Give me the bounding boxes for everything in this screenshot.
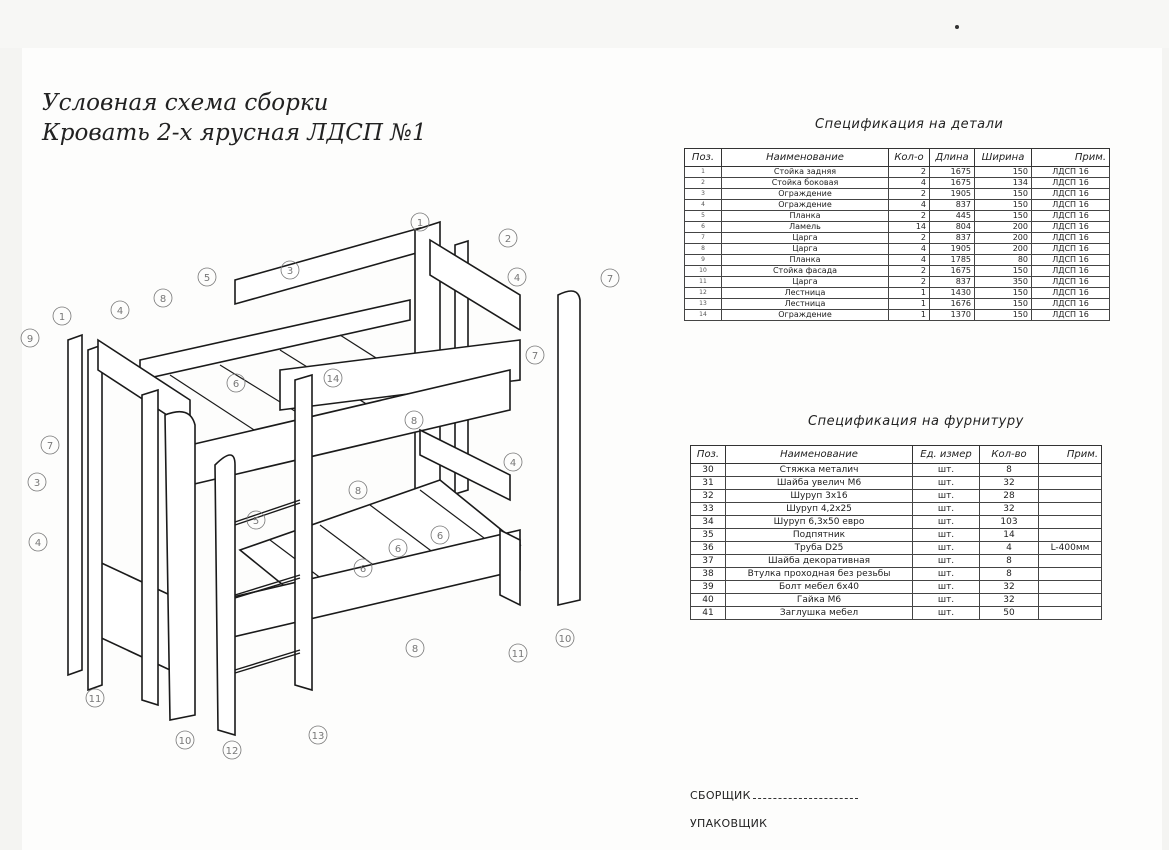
cell-note — [1039, 568, 1102, 581]
cell-pos: 10 — [685, 266, 722, 277]
cell-qty: 4 — [889, 200, 930, 211]
cell-qty: 28 — [980, 490, 1039, 503]
cell-width: 150 — [975, 310, 1032, 321]
svg-text:7: 7 — [46, 441, 54, 452]
cell-length: 837 — [930, 200, 975, 211]
cell-qty: 1 — [889, 288, 930, 299]
cell-pos: 39 — [691, 581, 726, 594]
cell-qty: 4 — [889, 244, 930, 255]
cell-qty: 32 — [980, 594, 1039, 607]
cell-width: 200 — [975, 222, 1032, 233]
cell-name: Гайка М6 — [726, 594, 913, 607]
cell-name: Царга — [722, 233, 889, 244]
cell-qty: 14 — [889, 222, 930, 233]
cell-qty: 14 — [980, 529, 1039, 542]
packer-signature — [690, 817, 767, 830]
svg-text:5: 5 — [203, 273, 211, 284]
cell-name: Ламель — [722, 222, 889, 233]
cell-width: 150 — [975, 299, 1032, 310]
cell-unit: шт. — [913, 542, 980, 555]
cell-note: ЛДСП 16 — [1032, 233, 1110, 244]
svg-text:14: 14 — [326, 374, 340, 385]
table-row — [691, 594, 1102, 607]
cell-pos: 2 — [685, 178, 722, 189]
cell-note — [1039, 581, 1102, 594]
cell-note: ЛДСП 16 — [1032, 178, 1110, 189]
cell-pos: 3 — [685, 189, 722, 200]
cell-width: 200 — [975, 244, 1032, 255]
col-pos: Поз. — [691, 446, 726, 464]
cell-width: 350 — [975, 277, 1032, 288]
cell-note: ЛДСП 16 — [1032, 299, 1110, 310]
cell-pos: 40 — [691, 594, 726, 607]
cell-qty: 103 — [980, 516, 1039, 529]
cell-qty: 1 — [889, 299, 930, 310]
svg-text:3: 3 — [286, 266, 294, 277]
table-row — [685, 255, 1110, 266]
cell-unit: шт. — [913, 490, 980, 503]
document-title — [42, 88, 427, 148]
svg-text:8: 8 — [411, 644, 419, 655]
cell-width: 150 — [975, 167, 1032, 178]
cell-qty: 2 — [889, 211, 930, 222]
cell-qty: 2 — [889, 189, 930, 200]
cell-pos: 41 — [691, 607, 726, 620]
table-row — [685, 288, 1110, 299]
table-row — [691, 581, 1102, 594]
cell-length: 1675 — [930, 266, 975, 277]
cell-name: Шайба увелич М6 — [726, 477, 913, 490]
table-row — [685, 310, 1110, 321]
cell-name: Шуруп 3х16 — [726, 490, 913, 503]
col-name: Наименование — [726, 446, 913, 464]
cell-qty: 2 — [889, 233, 930, 244]
svg-text:13: 13 — [311, 731, 325, 742]
hardware-spec-title: Спецификация на фурнитуру — [808, 414, 1024, 429]
cell-name: Планка — [722, 255, 889, 266]
cell-name: Заглушка мебел — [726, 607, 913, 620]
cell-note — [1039, 503, 1102, 516]
cell-width: 150 — [975, 288, 1032, 299]
cell-qty: 4 — [889, 178, 930, 189]
svg-text:6: 6 — [359, 564, 367, 575]
details-spec-table — [684, 148, 1110, 321]
cell-name: Болт мебел 6х40 — [726, 581, 913, 594]
cell-unit: шт. — [913, 594, 980, 607]
table-row — [691, 568, 1102, 581]
cell-pos: 12 — [685, 288, 722, 299]
svg-text:6: 6 — [436, 531, 444, 542]
assembler-label: СБОРЩИК — [690, 789, 751, 802]
cell-name: Стяжка металич — [726, 464, 913, 477]
cell-note: ЛДСП 16 — [1032, 310, 1110, 321]
svg-text:4: 4 — [509, 458, 517, 469]
cell-note: ЛДСП 16 — [1032, 167, 1110, 178]
table-row — [691, 464, 1102, 477]
cell-pos: 31 — [691, 477, 726, 490]
cell-pos: 13 — [685, 299, 722, 310]
svg-text:3: 3 — [33, 478, 41, 489]
cell-note: ЛДСП 16 — [1032, 244, 1110, 255]
cell-name: Ограждение — [722, 200, 889, 211]
cell-name: Шуруп 6,3х50 евро — [726, 516, 913, 529]
col-note: Прим. — [1039, 446, 1102, 464]
cell-qty: 1 — [889, 310, 930, 321]
cell-name: Ограждение — [722, 189, 889, 200]
svg-text:8: 8 — [159, 294, 167, 305]
cell-pos: 14 — [685, 310, 722, 321]
cell-name: Стойка фасада — [722, 266, 889, 277]
svg-text:11: 11 — [88, 694, 102, 705]
title-line-1: Условная схема сборки — [42, 90, 329, 116]
cell-length: 837 — [930, 233, 975, 244]
cell-length: 1905 — [930, 244, 975, 255]
col-qty: Кол-о — [889, 149, 930, 167]
table-row — [685, 299, 1110, 310]
cell-width: 134 — [975, 178, 1032, 189]
cell-name: Ограждение — [722, 310, 889, 321]
table-row — [685, 211, 1110, 222]
cell-pos: 8 — [685, 244, 722, 255]
cell-note — [1039, 490, 1102, 503]
table-header-row — [685, 149, 1110, 167]
svg-text:7: 7 — [531, 351, 539, 362]
cell-name: Подпятник — [726, 529, 913, 542]
cell-name: Царга — [722, 277, 889, 288]
table-row — [685, 200, 1110, 211]
cell-qty: 2 — [889, 266, 930, 277]
cell-qty: 4 — [980, 542, 1039, 555]
cell-unit: шт. — [913, 464, 980, 477]
cell-note: ЛДСП 16 — [1032, 255, 1110, 266]
cell-pos: 11 — [685, 277, 722, 288]
svg-text:10: 10 — [558, 634, 572, 645]
cell-name: Труба D25 — [726, 542, 913, 555]
cell-length: 1675 — [930, 178, 975, 189]
cell-pos: 36 — [691, 542, 726, 555]
cell-width: 150 — [975, 211, 1032, 222]
col-name: Наименование — [722, 149, 889, 167]
cell-width: 150 — [975, 200, 1032, 211]
table-row — [685, 266, 1110, 277]
table-row — [685, 167, 1110, 178]
col-qty: Кол-во — [980, 446, 1039, 464]
table-row — [691, 503, 1102, 516]
cell-qty: 8 — [980, 568, 1039, 581]
col-width: Ширина — [975, 149, 1032, 167]
table-row — [691, 542, 1102, 555]
cell-note: ЛДСП 16 — [1032, 211, 1110, 222]
assembler-signature — [690, 789, 858, 802]
cell-qty: 32 — [980, 477, 1039, 490]
cell-qty: 8 — [980, 555, 1039, 568]
cell-note: ЛДСП 16 — [1032, 189, 1110, 200]
table-row — [691, 529, 1102, 542]
table-row — [685, 233, 1110, 244]
table-row — [685, 222, 1110, 233]
scan-top-margin — [0, 0, 1169, 48]
cell-note: ЛДСП 16 — [1032, 222, 1110, 233]
cell-name: Шуруп 4,2х25 — [726, 503, 913, 516]
cell-unit: шт. — [913, 516, 980, 529]
col-length: Длина — [930, 149, 975, 167]
cell-note — [1039, 594, 1102, 607]
cell-name: Стойка задняя — [722, 167, 889, 178]
cell-length: 1785 — [930, 255, 975, 266]
svg-text:8: 8 — [410, 416, 418, 427]
cell-name: Планка — [722, 211, 889, 222]
cell-width: 150 — [975, 266, 1032, 277]
cell-width: 80 — [975, 255, 1032, 266]
cell-name: Царга — [722, 244, 889, 255]
cell-unit: шт. — [913, 581, 980, 594]
table-row — [691, 490, 1102, 503]
cell-note: ЛДСП 16 — [1032, 200, 1110, 211]
cell-length: 1675 — [930, 167, 975, 178]
cell-note — [1039, 555, 1102, 568]
cell-width: 200 — [975, 233, 1032, 244]
cell-pos: 5 — [685, 211, 722, 222]
cell-pos: 35 — [691, 529, 726, 542]
cell-pos: 38 — [691, 568, 726, 581]
cell-qty: 50 — [980, 607, 1039, 620]
col-unit: Ед. измер — [913, 446, 980, 464]
cell-pos: 37 — [691, 555, 726, 568]
cell-note: L-400мм — [1039, 542, 1102, 555]
cell-pos: 7 — [685, 233, 722, 244]
details-spec-title: Спецификация на детали — [815, 117, 1004, 132]
svg-text:11: 11 — [511, 649, 525, 660]
cell-pos: 33 — [691, 503, 726, 516]
table-row — [685, 178, 1110, 189]
svg-text:4: 4 — [116, 306, 124, 317]
cell-note: ЛДСП 16 — [1032, 266, 1110, 277]
svg-text:1: 1 — [58, 312, 66, 323]
table-row — [685, 244, 1110, 255]
cell-note: ЛДСП 16 — [1032, 288, 1110, 299]
cell-pos: 1 — [685, 167, 722, 178]
cell-unit: шт. — [913, 568, 980, 581]
cell-length: 1905 — [930, 189, 975, 200]
svg-text:5: 5 — [252, 516, 260, 527]
cell-unit: шт. — [913, 477, 980, 490]
svg-text:4: 4 — [34, 538, 42, 549]
cell-note — [1039, 477, 1102, 490]
cell-unit: шт. — [913, 555, 980, 568]
cell-unit: шт. — [913, 503, 980, 516]
cell-name: Втулка проходная без резьбы — [726, 568, 913, 581]
cell-pos: 4 — [685, 200, 722, 211]
signature-line — [753, 789, 858, 799]
cell-length: 804 — [930, 222, 975, 233]
cell-length: 837 — [930, 277, 975, 288]
cell-pos: 9 — [685, 255, 722, 266]
svg-text:10: 10 — [178, 736, 192, 747]
svg-text:1: 1 — [416, 218, 424, 229]
table-row — [691, 555, 1102, 568]
cell-qty: 2 — [889, 167, 930, 178]
table-row — [691, 607, 1102, 620]
svg-text:12: 12 — [225, 746, 239, 757]
cell-pos: 6 — [685, 222, 722, 233]
cell-unit: шт. — [913, 607, 980, 620]
table-row — [691, 516, 1102, 529]
cell-unit: шт. — [913, 529, 980, 542]
svg-text:9: 9 — [26, 334, 34, 345]
cell-pos: 34 — [691, 516, 726, 529]
cell-note — [1039, 529, 1102, 542]
cell-length: 1370 — [930, 310, 975, 321]
cell-qty: 2 — [889, 277, 930, 288]
svg-text:4: 4 — [513, 273, 521, 284]
cell-length: 445 — [930, 211, 975, 222]
cell-name: Лестница — [722, 288, 889, 299]
col-note: Прим. — [1032, 149, 1110, 167]
cell-qty: 32 — [980, 581, 1039, 594]
cell-note — [1039, 464, 1102, 477]
cell-length: 1676 — [930, 299, 975, 310]
cell-name: Шайба декоративная — [726, 555, 913, 568]
cell-pos: 32 — [691, 490, 726, 503]
cell-note: ЛДСП 16 — [1032, 277, 1110, 288]
cell-note — [1039, 516, 1102, 529]
cell-qty: 32 — [980, 503, 1039, 516]
cell-note — [1039, 607, 1102, 620]
table-row — [691, 477, 1102, 490]
cell-qty: 8 — [980, 464, 1039, 477]
table-row — [685, 189, 1110, 200]
table-row — [685, 277, 1110, 288]
cell-width: 150 — [975, 189, 1032, 200]
svg-text:6: 6 — [232, 379, 240, 390]
cell-name: Лестница — [722, 299, 889, 310]
cell-length: 1430 — [930, 288, 975, 299]
svg-text:8: 8 — [354, 486, 362, 497]
scan-speck — [955, 25, 959, 29]
table-header-row — [691, 446, 1102, 464]
svg-text:2: 2 — [504, 234, 512, 245]
title-line-2: Кровать 2-х ярусная ЛДСП №1 — [42, 120, 427, 146]
hardware-spec-table — [690, 445, 1102, 620]
cell-pos: 30 — [691, 464, 726, 477]
assembly-diagram — [20, 200, 660, 770]
svg-text:7: 7 — [606, 274, 614, 285]
col-pos: Поз. — [685, 149, 722, 167]
svg-text:6: 6 — [394, 544, 402, 555]
packer-label: УПАКОВЩИК — [690, 817, 768, 830]
cell-name: Стойка боковая — [722, 178, 889, 189]
cell-qty: 4 — [889, 255, 930, 266]
